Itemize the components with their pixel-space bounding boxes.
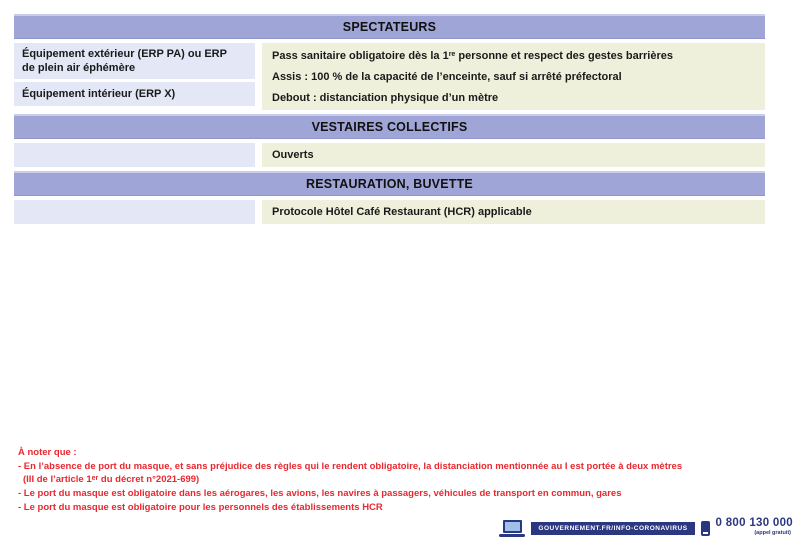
spectateurs-content [262,43,765,110]
government-website-banner: GOUVERNEMENT.FR/INFO-CORONAVIRUS [531,522,694,535]
label-line: de plein air éphémère [22,62,136,74]
vestiaires-label [14,143,255,167]
section-title: VESTAIRES COLLECTIFS [311,120,468,134]
footnote-bullet-2: - Le port du masque est obligatoire dans les aérogares, les avions, les navires à passagers, véhicules de transport en commun, gares [18,487,622,499]
hotline-number: 0 800 130 000 [715,517,793,529]
label-line: Équipement intérieur (ERP X) [22,88,176,100]
label-equipement-exterieur [14,43,255,79]
spectateurs-content-cell [262,43,765,110]
restauration-label [14,200,255,224]
footnote-title: À noter que : [18,447,77,458]
laptop-icon [499,520,525,537]
content-line-protocole-hcr: Protocole Hôtel Café Restaurant (HCR) applicable [262,200,765,224]
government-footer [499,515,793,541]
spectateurs-rows [14,43,765,110]
restauration-content [262,200,765,224]
phone-icon [701,521,710,536]
spectateurs-labels [14,43,255,110]
superscript: re [448,50,456,58]
section-title: SPECTATEURS [342,20,437,34]
label-empty [14,200,255,224]
footnote-bullet-1-ref: (III de l’article 1er du décret n°2021-699) [23,473,200,485]
hotline-block [716,518,793,538]
rules-table [14,14,765,228]
content-line-assis: Assis : 100 % de la capacité de l’enceinte, sauf si arrêté préfectoral [272,70,622,83]
section-title: RESTAURATION, BUVETTE [306,177,473,191]
vestiaires-row [14,143,765,167]
section-header-vestiaires [14,114,765,139]
content-line-debout: Debout : distanciation physique d’un mètre [272,91,499,104]
label-empty [14,143,255,167]
section-header-restauration [14,171,765,196]
footnote-bullet-1: - En l’absence de port du masque, et sans préjudice des règles qui le rendent obligatoire, la distanciation mentionnée au I est portée à deux mètres [18,461,683,472]
footnote-bullet-3: - Le port du masque est obligatoire pour les personnels des établissements HCR [18,501,383,513]
superscript: er [91,474,99,482]
vestiaires-content [262,143,765,167]
restauration-row [14,200,765,224]
content-line-ouverts: Ouverts [262,143,765,167]
label-equipement-interieur [14,82,255,106]
section-header-spectateurs [14,14,765,39]
footnotes [18,447,788,516]
label-line: Équipement extérieur (ERP PA) ou ERP [22,48,227,60]
content-line-pass-sanitaire: Pass sanitaire obligatoire dès la 1re personne et respect des gestes barrières [272,49,673,62]
hotline-note: (appel gratuit) [754,530,791,536]
